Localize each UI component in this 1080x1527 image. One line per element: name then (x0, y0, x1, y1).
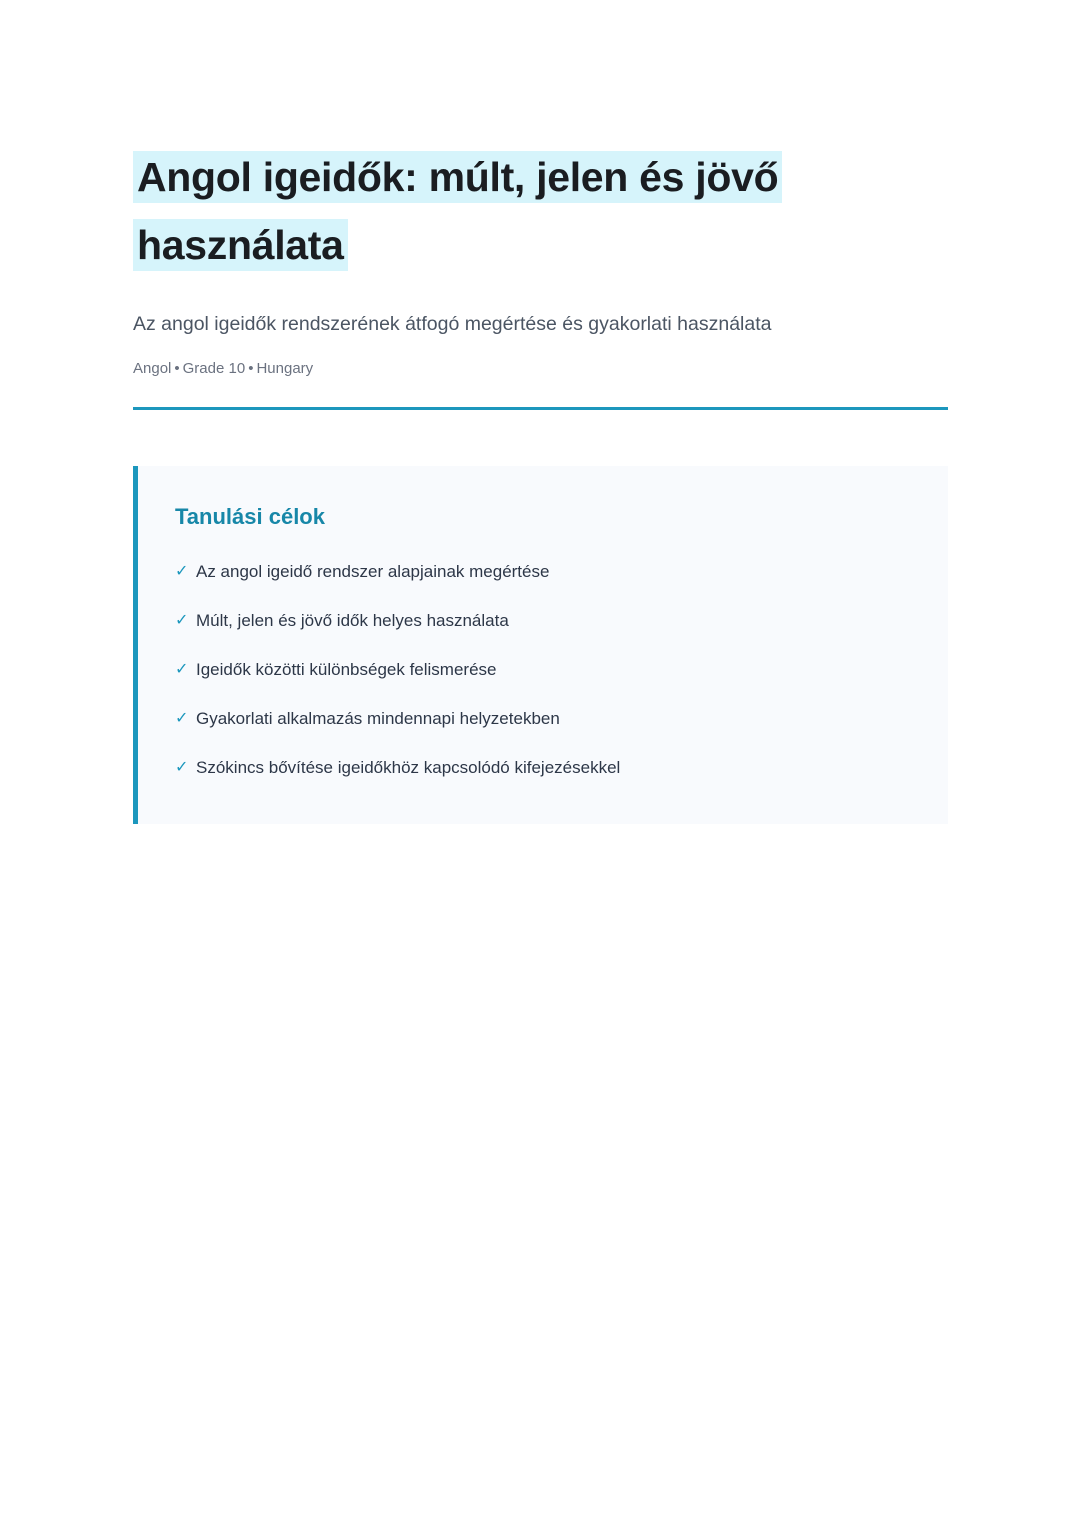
list-item (175, 756, 908, 780)
objective-text: Múlt, jelen és jövő idők helyes használata (196, 611, 509, 630)
page-title-line-2: használata (133, 219, 348, 271)
check-icon: ✓ (175, 759, 189, 776)
page-subtitle: Az angol igeidők rendszerének átfogó megértése és gyakorlati használata (133, 313, 772, 335)
list-item (175, 658, 908, 682)
check-icon: ✓ (175, 710, 189, 727)
objective-text: Szókincs bővítése igeidőkhöz kapcsolódó kifejezésekkel (196, 758, 621, 777)
page-title (133, 143, 893, 279)
meta-separator-1: • (174, 360, 180, 377)
objective-text: Az angol igeidő rendszer alapjainak megértése (196, 562, 550, 581)
document-meta (133, 358, 948, 380)
meta-separator-2: • (248, 360, 254, 377)
objective-text: Igeidők közötti különbségek felismerése (196, 660, 497, 679)
learning-objectives-card (133, 466, 948, 824)
meta-grade: Grade 10 (182, 360, 246, 377)
check-icon: ✓ (175, 612, 189, 629)
list-item (175, 609, 908, 633)
learning-objectives-heading: Tanulási célok (175, 504, 325, 529)
meta-subject: Angol (133, 360, 172, 377)
page-title-line-1: Angol igeidők: múlt, jelen és jövő (133, 151, 782, 203)
check-icon: ✓ (175, 563, 189, 580)
check-icon: ✓ (175, 661, 189, 678)
learning-objectives-list (175, 560, 908, 780)
meta-country: Hungary (256, 360, 314, 377)
list-item (175, 560, 908, 584)
header-divider (133, 407, 948, 410)
list-item (175, 707, 908, 731)
objective-text: Gyakorlati alkalmazás mindennapi helyzetekben (196, 709, 560, 728)
